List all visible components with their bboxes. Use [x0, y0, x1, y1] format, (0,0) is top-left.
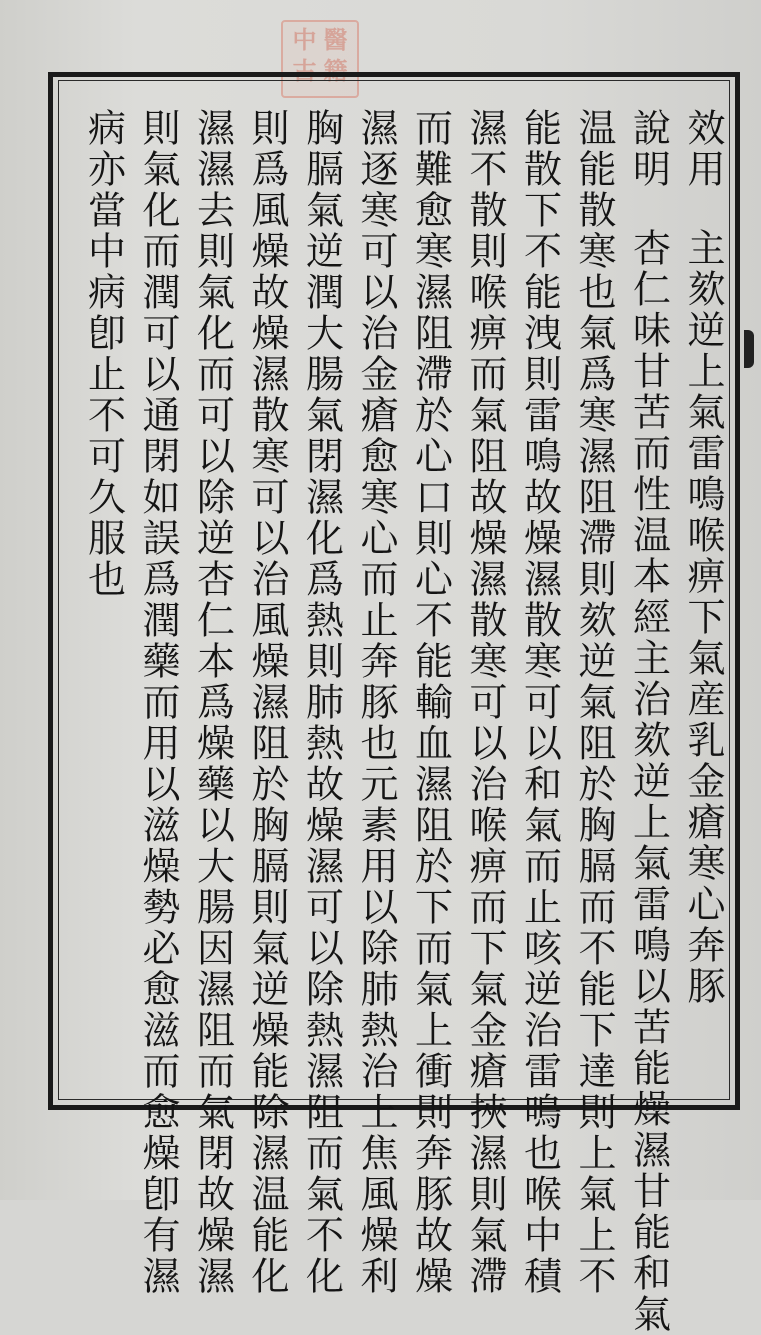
vertical-text-body: [70, 108, 730, 1335]
text-column-11: [131, 108, 186, 1297]
section-heading-effect: 效用: [681, 108, 725, 190]
text-column-4: [512, 108, 567, 1297]
column-text: 則氣化而潤可以通閉如誤爲潤藥而用以滋燥勢必愈滋而愈燥卽有濕: [136, 108, 180, 1297]
column-text: 濕逐寒可以治金瘡愈寒心而止奔豚也元素用以除肺熱治上焦風燥利: [354, 108, 398, 1297]
column-text: 則爲風燥故燥濕散寒可以治風燥濕阻於胸膈則氣逆燥能除濕温能化: [245, 108, 289, 1297]
column-text: 胸膈氣逆潤大腸氣閉濕化爲熱則肺熱故燥濕可以除熱濕阻而氣不化: [299, 108, 344, 1297]
column-text: 能散下不能洩則雷鳴故燥濕散寒可以和氣而止咳逆治雷鳴也喉中積: [517, 108, 562, 1297]
text-column-10: [185, 108, 240, 1297]
seal-char-2: 醫: [323, 25, 348, 54]
text-column-2: [621, 108, 676, 1335]
column-text: 病亦當中病卽止不可久服也: [81, 108, 126, 600]
column-text: 杏仁味甘苦而性温本經主治欬逆上氣雷鳴以苦能燥濕甘能和氣: [626, 228, 671, 1335]
section-heading-explanation: 說明: [626, 108, 671, 190]
text-column-12: [76, 108, 131, 1093]
binding-tab-mark: [744, 330, 754, 368]
seal-char-4: 籍: [323, 56, 348, 85]
seal-char-1: 中: [292, 25, 317, 54]
text-column-1: [676, 108, 731, 1093]
text-column-9: [240, 108, 295, 1297]
text-column-6: [403, 108, 458, 1297]
text-column-7: [349, 108, 404, 1297]
column-text: 主欬逆上氣雷鳴喉痹下氣産乳金瘡寒心奔豚: [681, 228, 725, 1007]
text-column-8: [294, 108, 349, 1297]
column-text: 温能散寒也氣爲寒濕阻滯則欬逆氣阻於胸膈而不能下達則上氣上不: [572, 108, 616, 1297]
column-text: 而難愈寒濕阻滯於心口則心不能輸血濕阻於下而氣上衝則奔豚故燥: [408, 108, 453, 1297]
text-column-5: [458, 108, 513, 1297]
column-text: 濕不散則喉痹而氣阻故燥濕散寒可以治喉痹而下氣金瘡挾濕則氣滯: [463, 108, 507, 1297]
seal-char-3: 古: [292, 56, 317, 85]
text-column-3: [567, 108, 622, 1297]
column-text: 濕濕去則氣化而可以除逆杏仁本爲燥藥以大腸因濕阻而氣閉故燥濕: [190, 108, 235, 1297]
